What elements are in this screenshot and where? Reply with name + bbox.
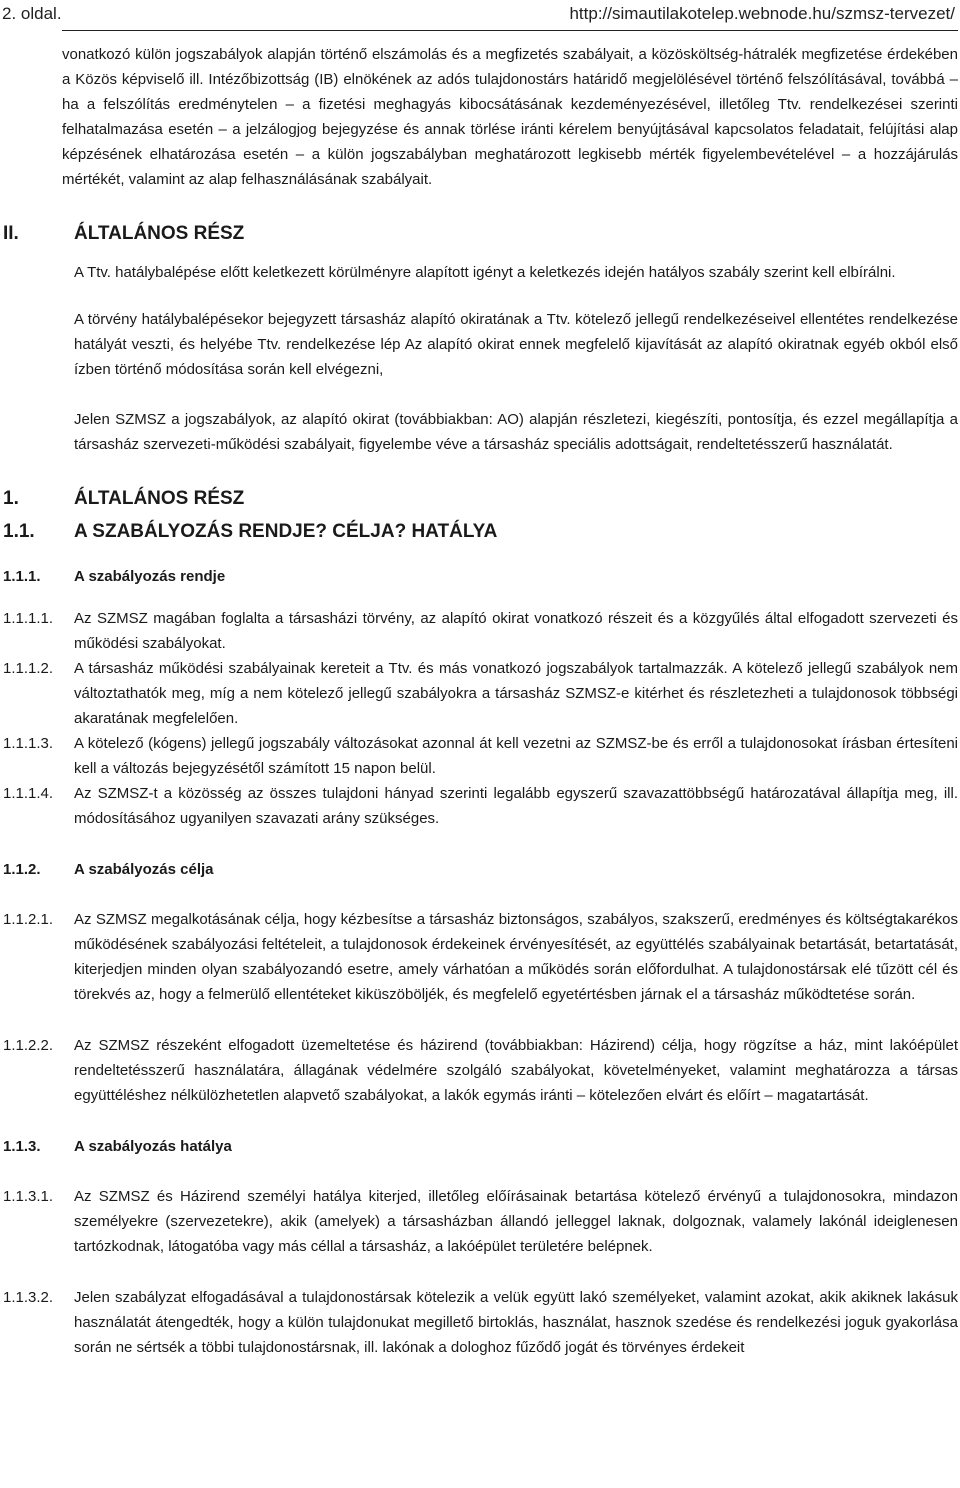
list-item bbox=[3, 656, 958, 731]
subsection-title: A szabályozás rendje bbox=[74, 568, 226, 585]
section-ii-body bbox=[62, 260, 958, 457]
subsection-items bbox=[3, 606, 958, 831]
item-text: Az SZMSZ magában foglalta a társasházi törvény, az alapító okirat vonatkozó részeit és a közgyűlés által elfogadott szervezeti és működési szabályokat. bbox=[74, 610, 958, 652]
item-number: 1.1.2.2. bbox=[3, 1037, 54, 1054]
subsection-items bbox=[3, 907, 958, 1108]
item-text: A társasház működési szabályainak kereteit a Ttv. és más vonatkozó jogszabályok tartalmazzák. A kötelező jellegű szabályok nem változtathatók meg, míg a nem kötelező jellegű szabályokra a társasház SZMSZ-e kitérhet és részletezheti a tulajdonosok többségi akaratának megfelelően. bbox=[74, 660, 958, 727]
list-item bbox=[3, 606, 958, 656]
item-text: Az SZMSZ megalkotásának célja, hogy kézbesítse a társasház biztonságos, szabályos, szakszerű, eredményes és költségtakarékos működésének szabályozási feltételeit, a tulajdonosok érdekeinek érvényesítését, az együttélés szabályainak betartását, betartatását, kiterjedjen minden olyan szabályozandó esetre, amely várhatóan a működés során előfordulhat. A tulajdonostársak elé tűzött cél és törekvés az, hogy a felmerülő ellentéteket kiküszöböljék, és megfelelő egyetértésben járnak el a társasház működtetése során. bbox=[74, 911, 958, 1003]
document-body bbox=[3, 42, 958, 1360]
item-number: 1.1.1.1. bbox=[3, 610, 54, 627]
print-header bbox=[0, 0, 960, 30]
section-number: 1.1. bbox=[3, 521, 35, 542]
subsection-number: 1.1.1. bbox=[3, 568, 41, 585]
subsection-number: 1.1.2. bbox=[3, 861, 41, 878]
header-divider bbox=[62, 30, 958, 31]
paragraph: A törvény hatálybalépésekor bejegyzett társasház alapító okiratának a Ttv. kötelező jellegű rendelkezéseivel ellentétes rendelkezése hatályát veszti, és helyébe Ttv. rendelkezése lép Az alapító okirat ennek megfelelő kijavítását az alapító okiratnak egyéb okból első ízben történő módosítása során kell elvégezni, bbox=[74, 311, 958, 378]
subsection-heading bbox=[3, 1134, 958, 1159]
item-number: 1.1.1.3. bbox=[3, 735, 54, 752]
item-text: Az SZMSZ részeként elfogadott üzemeltetése és házirend (továbbiakban: Házirend) célja, hogy rögzítse a ház, mint lakóépület rendeltetésszerű használatára, állagának védelmére szolgáló szabályokat, követelményeket, valamint meghatározza a társas együttéléshez nélkülözhetetlen alapvető szabályokat, a lakók egymás iránti – kötelezően elvárt és előírt – magatartását. bbox=[74, 1037, 958, 1104]
section-number: II. bbox=[3, 223, 19, 244]
list-item bbox=[3, 781, 958, 831]
intro-paragraph: vonatkozó külön jogszabályok alapján történő elszámolás és a megfizetés szabályait, a közösköltség-hátralék megfizetése érdekében a Közös képviselő ill. Intézőbizottság (IB) elnökének az adós tulajdonostárs határidő megjelölésével történő felszólításával, továbbá – ha a felszólítás eredménytelen – a fizetési meghagyás kibocsátásának kezdeményezésével, illetőleg Ttv. rendelkezései szerinti felhatalmazása esetén – a jelzálogjog bejegyzése és annak törlése iránti kérelem benyújtásával kapcsolatos feladatait, felújítási alap képzésének elhatározása esetén – a külön jogszabályban meghatározott legkisebb mérték figyelembevételével – a hozzájárulás mértékét, valamint az alap felhasználásának szabályait. bbox=[62, 46, 958, 188]
subsection-title: A szabályozás hatálya bbox=[74, 1138, 232, 1155]
list-item bbox=[3, 1033, 958, 1108]
item-number: 1.1.3.2. bbox=[3, 1289, 54, 1306]
paragraph: A Ttv. hatálybalépése előtt keletkezett körülményre alapított igényt a keletkezés idején hatályos szabály szerint kell elbírálni. bbox=[74, 264, 896, 281]
subsection-title: A szabályozás célja bbox=[74, 861, 214, 878]
item-text: Jelen szabályzat elfogadásával a tulajdonostársak kötelezik a velük együtt lakó személyeket, valamint azokat, akik akiknek lakásuk használatát átengedték, hogy a külön tulajdonukat megillető birtoklás, használat, hasznok szedése és rendelkezési joguk gyakorlása során ne sértsék a többi tulajdonostársnak, ill. lakónak a dologhoz fűződő jogát és törvényes érdekeit bbox=[74, 1289, 958, 1356]
section-title: ÁLTALÁNOS RÉSZ bbox=[74, 488, 245, 509]
paragraph: Jelen SZMSZ a jogszabályok, az alapító okirat (továbbiakban: AO) alapján részletezi, kiegészíti, pontosítja, és ezzel megállapítja a társasház szervezeti-működési szabályait, figyelembe véve a társasház speciális adottságait, rendeltetésszerű használatát. bbox=[74, 411, 958, 453]
item-text: Az SZMSZ és Házirend személyi hatálya kiterjed, illetőleg előírásainak betartása kötelező érvényű a tulajdonosokra, mindazon személyekre (szervezetekre), akik (amelyek) a társasházban állandó jelleggel laknak, dolgoznak, valamely lakónál ideiglenesen tartózkodnak, látogatóba vagy más céllal a társasház, a lakóépület területére belépnek. bbox=[74, 1188, 958, 1255]
list-item bbox=[3, 1285, 958, 1360]
page-url[interactable]: http://simautilakotelep.webnode.hu/szmsz-tervezet/ bbox=[569, 4, 955, 23]
page-number-label: 2. oldal. bbox=[2, 4, 62, 23]
section-title: ÁLTALÁNOS RÉSZ bbox=[74, 223, 245, 244]
section-1-1-heading bbox=[3, 516, 958, 548]
section-title: A SZABÁLYOZÁS RENDJE? CÉLJA? HATÁLYA bbox=[74, 521, 498, 542]
item-number: 1.1.1.2. bbox=[3, 660, 54, 677]
item-number: 1.1.3.1. bbox=[3, 1188, 54, 1205]
subsection-items bbox=[3, 1184, 958, 1360]
item-number: 1.1.2.1. bbox=[3, 911, 54, 928]
section-1-heading bbox=[3, 483, 958, 515]
list-item bbox=[3, 731, 958, 781]
list-item bbox=[3, 907, 958, 1007]
subsection-heading bbox=[3, 564, 958, 589]
item-text: Az SZMSZ-t a közösség az összes tulajdoni hányad szerinti legalább egyszerű szavazattöbbségű határozatával állapítja meg, ill. módosításához ugyanilyen szavazati arány szükséges. bbox=[74, 785, 958, 827]
item-text: A kötelező (kógens) jellegű jogszabály változásokat azonnal át kell vezetni az SZMSZ-be és erről a tulajdonosokat írásban értesíteni kell a változás bejegyzésétől számított 15 napon belül. bbox=[74, 735, 958, 777]
subsection-heading bbox=[3, 857, 958, 882]
section-number: 1. bbox=[3, 488, 19, 509]
section-ii-heading bbox=[3, 218, 958, 250]
item-number: 1.1.1.4. bbox=[3, 785, 54, 802]
list-item bbox=[3, 1184, 958, 1259]
subsection-number: 1.1.3. bbox=[3, 1138, 41, 1155]
